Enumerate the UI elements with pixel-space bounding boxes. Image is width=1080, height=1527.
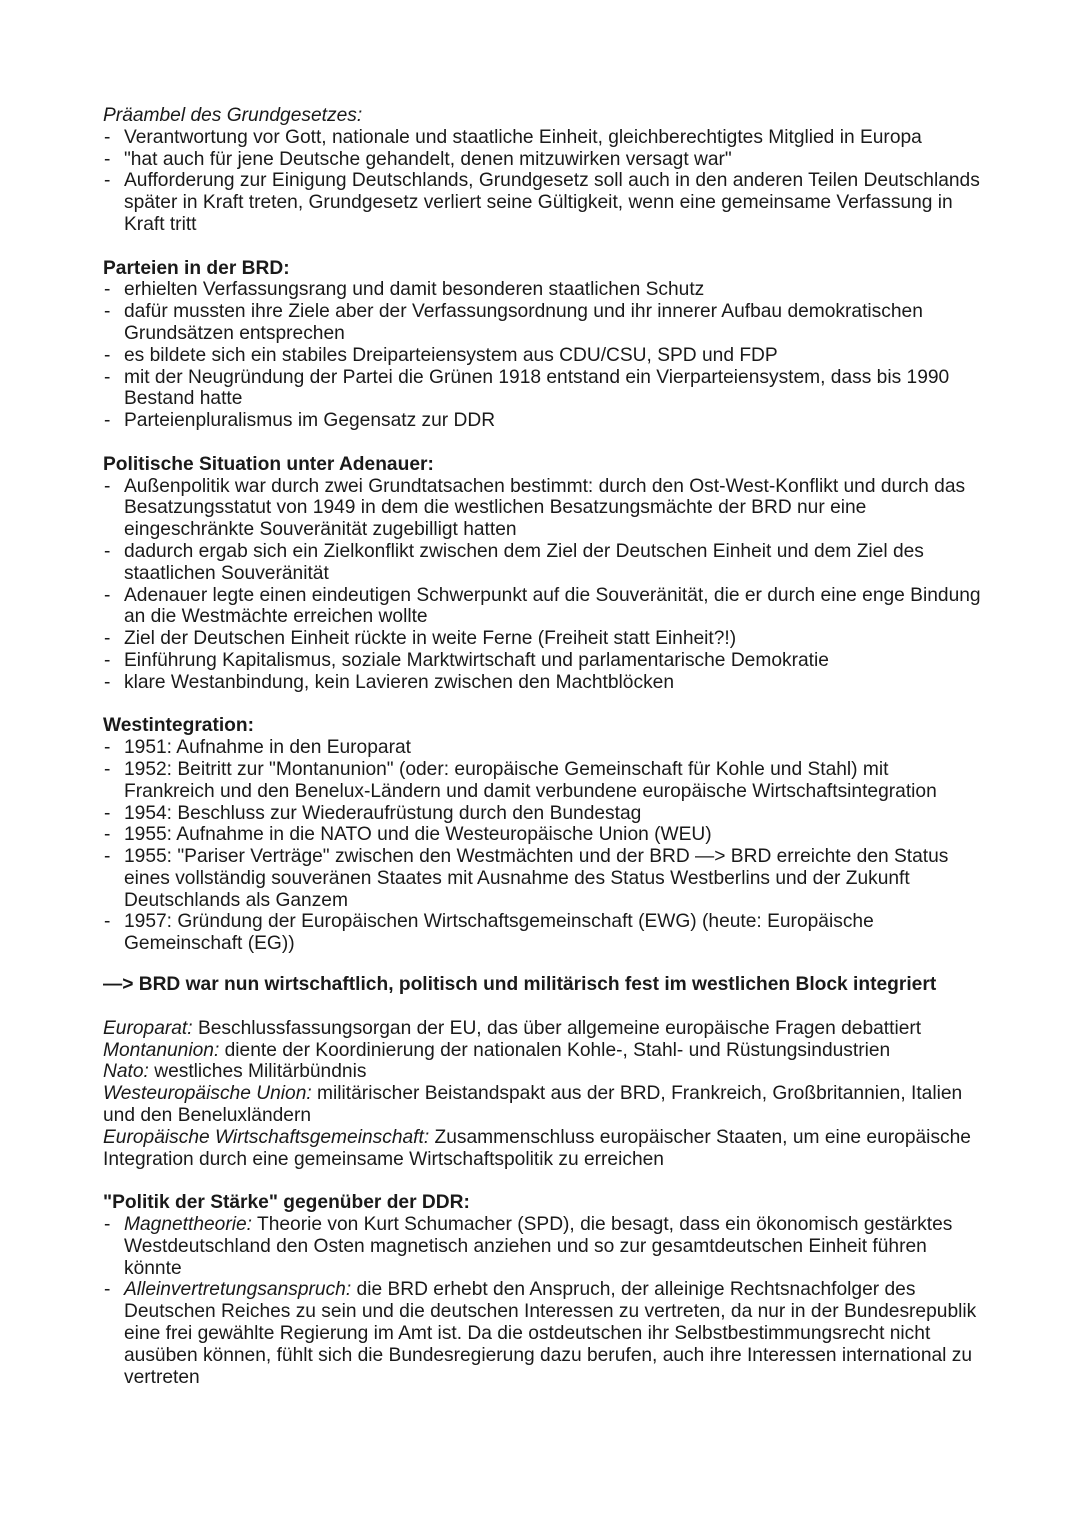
definition-term: Westeuropäische Union:: [103, 1083, 312, 1105]
list-item: - 1955: "Pariser Verträge" zwischen den Westmächten und der BRD —> BRD erreichte den Status eines vollständig souveränen Staates mit Ausnahme des Status Westberlins und der Zukunft Deutschlands als Ganzem: [103, 846, 983, 911]
definition: [103, 1083, 983, 1127]
section-praeambel: [103, 105, 983, 236]
list-item: - 1955: Aufnahme in die NATO und die Westeuropäische Union (WEU): [103, 824, 983, 846]
list-item: - Aufforderung zur Einigung Deutschlands, Grundgesetz soll auch in den anderen Teilen Deutschlands später in Kraft treten, Grundgesetz verliert seine Gültigkeit, wenn eine gemeinsame Verfassung in Kraft tritt: [103, 170, 983, 235]
section-westintegration: [103, 715, 983, 996]
section-heading: Politische Situation unter Adenauer:: [103, 453, 434, 475]
list-item: - Ziel der Deutschen Einheit rückte in weite Ferne (Freiheit statt Einheit?!): [103, 628, 983, 650]
definition-term: Montanunion:: [103, 1039, 220, 1061]
definition-term: Europäische Wirtschaftsgemeinschaft:: [103, 1126, 430, 1148]
list-item: - dafür mussten ihre Ziele aber der Verfassungsordnung und ihr innerer Aufbau demokratischen Grundsätzen entsprechen: [103, 301, 983, 345]
list-item: - mit der Neugründung der Partei die Grünen 1918 entstand ein Vierparteiensystem, dass bis 1990 Bestand hatte: [103, 367, 983, 411]
list-item: - Adenauer legte einen eindeutigen Schwerpunkt auf die Souveränität, die er durch eine enge Bindung an die Westmächte erreichen wollte: [103, 585, 983, 629]
definition-text: diente der Koordinierung der nationalen Kohle-, Stahl- und Rüstungsindustrien: [219, 1039, 891, 1061]
list-item: - erhielten Verfassungsrang und damit besonderen staatlichen Schutz: [103, 279, 983, 301]
item-text: Theorie von Kurt Schumacher (SPD), die besagt, dass ein ökonomisch gestärktes Westdeutschland den Osten magnetisch anziehen und so zur gesamtdeutschen Einheit führen könnte: [124, 1214, 953, 1279]
list-item: [103, 1214, 983, 1279]
section-heading: Parteien in der BRD:: [103, 257, 290, 279]
list-item: - Einführung Kapitalismus, soziale Marktwirtschaft und parlamentarische Demokratie: [103, 650, 983, 672]
definition-text: westliches Militärbündnis: [148, 1061, 367, 1083]
bullet-list: [103, 476, 983, 694]
definition: [103, 1127, 983, 1171]
definition-text: militärischer Beistandspakt aus der BRD, Frankreich, Großbritannien, Italien und den Beneluxländern: [103, 1083, 963, 1127]
list-item: - klare Westanbindung, kein Lavieren zwischen den Machtblöcken: [103, 672, 983, 694]
definition: [103, 1018, 983, 1040]
item-term: Magnettheorie:: [124, 1214, 252, 1236]
bullet-list: [103, 279, 983, 432]
definition: [103, 1040, 983, 1062]
section-adenauer: [103, 454, 983, 694]
list-item: - 1951: Aufnahme in den Europarat: [103, 737, 983, 759]
definition-term: Nato:: [103, 1061, 149, 1083]
section-heading: Westintegration:: [103, 715, 255, 737]
list-item: - dadurch ergab sich ein Zielkonflikt zwischen dem Ziel der Deutschen Einheit und dem Ziel des staatlichen Souveränität: [103, 541, 983, 585]
list-item: - 1952: Beitritt zur "Montanunion" (oder: europäische Gemeinschaft für Kohle und Stahl) mit Frankreich und den Benelux-Ländern und damit verbundene europäische Wirtschaftsintegration: [103, 759, 983, 803]
section-definitions: [103, 1018, 983, 1171]
definition: [103, 1061, 983, 1083]
definition-term: Europarat:: [103, 1017, 193, 1039]
bullet-list: [103, 1214, 983, 1388]
item-text: die BRD erhebt den Anspruch, der alleinige Rechtsnachfolger des Deutschen Reiches zu sein und die deutschen Interessen zu vertreten, da nur in der Bundesrepublik eine frei gewählte Regierung im Amt ist. Da die ostdeutschen ihr Selbstbestimmungsrecht nicht ausüben können, fühlt sich die Bundesregierung dazu berufen, auch ihre Interessen international zu vertreten: [124, 1279, 977, 1388]
list-item: - es bildete sich ein stabiles Dreiparteiensystem aus CDU/CSU, SPD und FDP: [103, 345, 983, 367]
section-heading: Präambel des Grundgesetzes:: [103, 105, 363, 126]
document-content: [103, 105, 983, 1410]
definition-text: Beschlussfassungsorgan der EU, das über allgemeine europäische Fragen debattiert: [192, 1017, 922, 1039]
list-item: - 1957: Gründung der Europäischen Wirtschaftsgemeinschaft (EWG) (heute: Europäische Gemeinschaft (EG)): [103, 911, 983, 955]
list-item: - Außenpolitik war durch zwei Grundtatsachen bestimmt: durch den Ost-West-Konflikt und durch das Besatzungsstatut von 1949 in dem die westlichen Besatzungsmächte der BRD nur eine eingeschränkte Souveränität zugebilligt hatten: [103, 476, 983, 541]
conclusion-text: —> BRD war nun wirtschaftlich, politisch und militärisch fest im westlichen Block integriert: [103, 974, 937, 996]
bullet-list: [103, 127, 983, 236]
list-item: - "hat auch für jene Deutsche gehandelt, denen mitzuwirken versagt war": [103, 149, 983, 171]
bullet-list: [103, 737, 983, 955]
list-item: - Parteienpluralismus im Gegensatz zur DDR: [103, 410, 983, 432]
item-term: Alleinvertretungsanspruch:: [124, 1279, 352, 1301]
list-item: [103, 1279, 983, 1388]
section-heading: "Politik der Stärke" gegenüber der DDR:: [103, 1192, 470, 1214]
section-parteien: [103, 258, 983, 432]
section-politik-der-staerke: [103, 1192, 983, 1388]
definition-text: Zusammenschluss europäischer Staaten, um eine europäische Integration durch eine gemeinsame Wirtschaftspolitik zu erreichen: [103, 1126, 971, 1170]
list-item: - 1954: Beschluss zur Wiederaufrüstung durch den Bundestag: [103, 803, 983, 825]
list-item: - Verantwortung vor Gott, nationale und staatliche Einheit, gleichberechtigtes Mitglied in Europa: [103, 127, 983, 149]
